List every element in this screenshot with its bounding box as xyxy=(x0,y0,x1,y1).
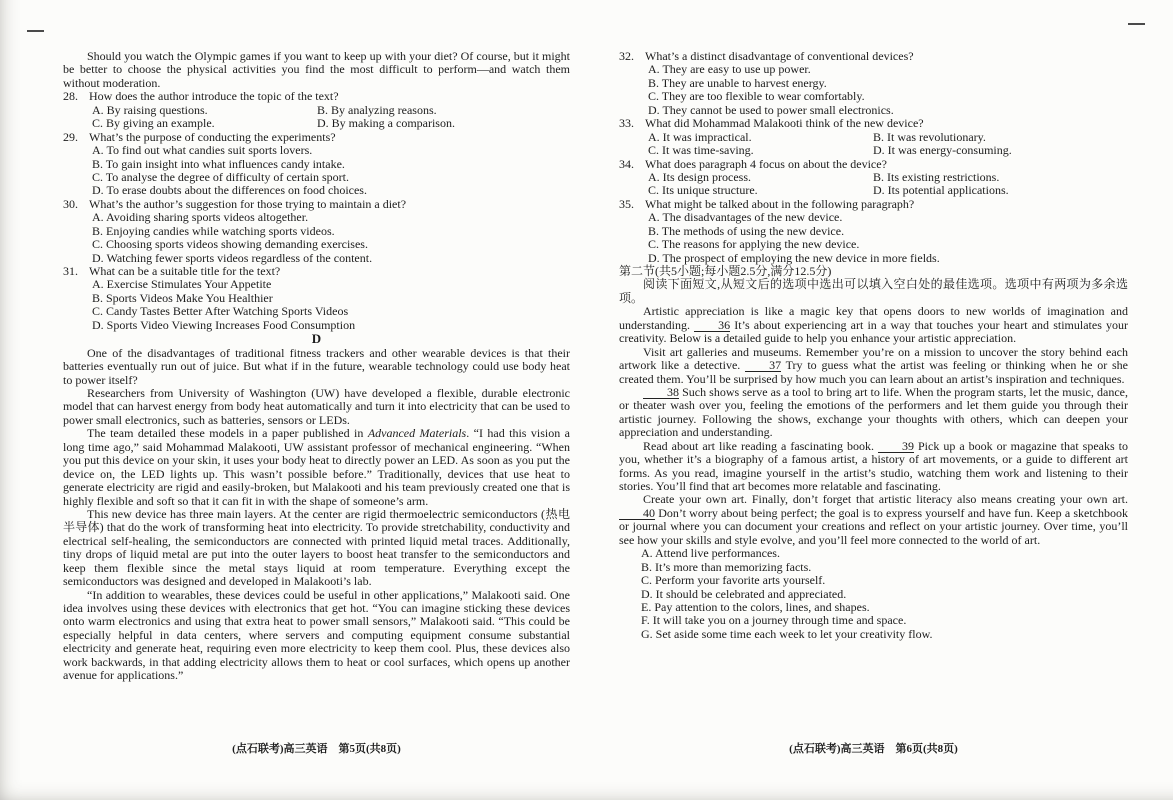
question-32-option-d: D. They cannot be used to power small electronics. xyxy=(648,102,894,117)
question-31-option-c: C. Candy Tastes Better After Watching Sports Videos xyxy=(92,304,349,319)
question-28-stem xyxy=(63,90,570,103)
cloze-paragraph-5: Create your own art. Finally, don’t forget that artistic literacy also means creating your own art. 40 Don’t worry about being perfect; the goal is to express yourself and have fun. Keep a sketchbook or journal where you can document your creations and reflect on your artistic journey. Over time, you’ll see how your skills and style evolve, and you’ll feel more connected to the world of art. xyxy=(619,492,1128,547)
question-28-option-c: C. By giving an example. xyxy=(92,116,215,131)
cloze-choice-d: D. It should be celebrated and appreciated. xyxy=(641,586,847,601)
question-32-number: 32. xyxy=(619,49,634,63)
reading-passage-final-paragraph: Should you watch the Olympic games if you want to keep up with your diet? Of course, but it might be better to choose the physical activities you find the most difficult to perform—and watch them without moderation. xyxy=(63,49,570,90)
question-30-number: 30. xyxy=(63,196,78,211)
question-35-option-c: C. The reasons for applying the new device. xyxy=(648,237,860,252)
question-33-stem xyxy=(619,117,1128,130)
cloze-choice-b: B. It’s more than memorizing facts. xyxy=(641,559,812,574)
question-28-options xyxy=(63,104,570,131)
question-28-option-d: D. By making a comparison. xyxy=(317,116,455,131)
cloze-blank: 39 xyxy=(878,440,914,453)
cloze-paragraph-2: Visit art galleries and museums. Remember you’re on a mission to uncover the story behind each artwork like a detective. 37 Try to guess what the artist was feeling or thinking when he or she created them. You’ll be surprised by how much you can learn about an artist’s inspiration and techniques. xyxy=(619,344,1128,386)
question-34-options xyxy=(619,171,1128,198)
question-29 xyxy=(63,131,570,198)
question-28-text: How does the author introduce the topic of the text? xyxy=(89,89,339,104)
question-31-option-d: D. Sports Video Viewing Increases Food Consumption xyxy=(92,317,356,332)
question-30 xyxy=(63,198,570,265)
crop-mark-top-right-icon xyxy=(1128,23,1145,25)
cloze-choice-c: C. Perform your favorite arts yourself. xyxy=(641,573,826,588)
cloze-paragraph-3: 38 Such shows serve as a tool to bring art to life. When the program starts, let the music, dance, or theater wash over you, feeling the emotions of the performers and let them guide you through their artistic journey. Following the shows, exchange your thoughts with others, which can deepen your appreciation and understanding. xyxy=(619,384,1128,440)
question-34 xyxy=(619,158,1128,198)
question-34-text: What does paragraph 4 focus on about the device? xyxy=(645,156,887,171)
question-29-option-a: A. To find out what candies suit sports lovers. xyxy=(92,143,313,158)
cloze-blank: 37 xyxy=(745,359,781,372)
question-35 xyxy=(619,198,1128,265)
cloze-paragraph-1: Artistic appreciation is like a magic key that opens doors to new worlds of imagination and understanding. 36 It’s about experiencing art in a way that touches your heart and stimulates your creativity. Below is a detailed guide to help you enhance your artistic appreciation. xyxy=(619,304,1128,346)
page-6-column xyxy=(619,50,1128,683)
question-33-text: What did Mohammad Malakooti think of the new device? xyxy=(645,116,924,131)
question-30-stem xyxy=(63,198,570,211)
question-31-option-b: B. Sports Videos Make You Healthier xyxy=(92,290,273,305)
question-34-option-c: C. Its unique structure. xyxy=(648,183,758,198)
question-29-option-b: B. To gain insight into what influences candy intake. xyxy=(92,156,345,171)
question-32 xyxy=(619,50,1128,117)
crop-mark-top-left-icon xyxy=(27,30,44,32)
question-34-option-d: D. Its potential applications. xyxy=(873,183,1009,198)
question-32-option-c: C. They are too flexible to wear comfortably. xyxy=(648,89,865,104)
question-30-text: What’s the author’s suggestion for those trying to maintain a diet? xyxy=(89,196,407,211)
question-34-number: 34. xyxy=(619,156,634,171)
question-31-option-a: A. Exercise Stimulates Your Appetite xyxy=(92,277,272,292)
question-28-number: 28. xyxy=(63,89,78,104)
cloze-paragraph-4: Read about art like reading a fascinating book. 39 Pick up a book or magazine that speaks to you, whether it’s a biography of a famous artist, a history of art movements, or a guide to different art forms. As you read, imagine yourself in the artist’s studio, watching them work and listening to their stories. You’ll find that art becomes more relatable and fascinating. xyxy=(619,438,1128,493)
question-35-number: 35. xyxy=(619,196,634,211)
question-33-option-b: B. It was revolutionary. xyxy=(873,129,986,144)
question-30-option-c: C. Choosing sports videos showing demanding exercises. xyxy=(92,237,368,252)
question-30-option-d: D. Watching fewer sports videos regardless of the content. xyxy=(92,250,373,265)
question-30-option-b: B. Enjoying candies while watching sports videos. xyxy=(92,223,335,238)
question-31-number: 31. xyxy=(63,264,78,278)
question-33-option-d: D. It was energy-consuming. xyxy=(873,143,1012,158)
two-column-layout xyxy=(63,50,1128,683)
cloze-choice-f: F. It will take you on a journey through time and space. xyxy=(641,613,907,628)
passage-d-paragraph-4: This new device has three main layers. At the center are rigid thermoelectric semiconductors (热电半导体) that do the work of transforming heat into electricity. To provide stretchability, conductivity and electrical self-healing, the semiconductors are connected with printed liquid metal traces. Additionally, tiny drops of liquid metal are put into the outer layers to boost heat transfer to the semiconductors and keep them flexible since the metal stays liquid at room temperature. Everything except the semiconductors was designed and developed in Malakooti’s lab. xyxy=(63,506,570,589)
section-2-instructions: 阅读下面短文,从短文后的选项中选出可以填入空白处的最佳选项。选项中有两项为多余选项。 xyxy=(619,277,1128,305)
question-29-option-c: C. To analyse the degree of difficulty of certain sport. xyxy=(92,169,349,184)
cloze-choice-a: A. Attend live performances. xyxy=(641,546,780,561)
question-33-number: 33. xyxy=(619,116,634,131)
question-35-text: What might be talked about in the following paragraph? xyxy=(645,196,915,211)
passage-d-paragraph-2: Researchers from University of Washington (UW) have developed a flexible, durable electronic model that can harvest energy from body heat automatically and turn it into electricity that can be used to power small electronics, such as batteries, sensors or LEDs. xyxy=(63,386,570,427)
page-5-column xyxy=(63,50,570,683)
question-30-option-a: A. Avoiding sharing sports videos altogether. xyxy=(92,210,309,225)
passage-d-paragraph-1: One of the disadvantages of traditional fitness trackers and other wearable devices is that their batteries eventually run out of juice. But what if in the future, wearable technology could use body heat to power itself? xyxy=(63,345,570,387)
cloze-blank: 36 xyxy=(694,319,730,332)
cloze-choice-e: E. Pay attention to the colors, lines, and shapes. xyxy=(641,599,870,614)
question-28 xyxy=(63,90,570,130)
question-31-text: What can be a suitable title for the text? xyxy=(89,264,281,278)
question-31-stem xyxy=(63,265,570,278)
section-2-title: 第二节(共5小题;每小题2.5分,满分12.5分) xyxy=(619,264,832,278)
question-28-option-a: A. By raising questions. xyxy=(92,102,208,117)
question-34-option-b: B. Its existing restrictions. xyxy=(873,169,1000,184)
question-32-stem xyxy=(619,50,1128,63)
passage-d-paragraph-3: The team detailed these models in a paper published in Advanced Materials. “I had this vision a long time ago,” said Mohammad Malakooti, UW assistant professor of mechanical engineering. “When you put this device on your skin, it uses your body heat to directly power an LED. As soon as you put the device on, the LED lights up. This wasn’t possible before.” Traditionally, devices that use heat to generate electricity are rigid and easily-broken, but Malakooti and his team previously created one that is highly flexible and soft so that it can fit in with the shape of someone’s arm. xyxy=(63,426,570,508)
question-35-option-d: D. The prospect of employing the new device in more fields. xyxy=(648,250,940,265)
question-28-option-b: B. By analyzing reasons. xyxy=(317,102,437,117)
passage-d-heading: D xyxy=(311,331,322,347)
question-34-option-a: A. Its design process. xyxy=(648,169,751,184)
page-6-footer: (点石联考)高三英语 第6页(共8页) xyxy=(789,743,958,755)
question-29-option-d: D. To erase doubts about the differences on food choices. xyxy=(92,183,367,198)
question-32-text: What’s a distinct disadvantage of conventional devices? xyxy=(645,49,914,63)
question-29-number: 29. xyxy=(63,129,78,144)
question-32-option-b: B. They are unable to harvest energy. xyxy=(648,75,827,90)
question-33 xyxy=(619,117,1128,157)
question-35-option-b: B. The methods of using the new device. xyxy=(648,223,845,238)
passage-d-paragraph-5: “In addition to wearables, these devices could be useful in other applications,” Malakooti said. One idea involves using these devices with electronics that get hot. “You can imagine sticking these devices onto warm electronics and using that extra heat to power small sensors,” Malakooti said. “This could be especially helpful in data centers, where servers and computing equipment consume substantial electricity and generate heat, requiring even more electricity to keep them cool. Plus, these devices also work backwards, in that adding electricity allows them to heat or cool surfaces, which opens up another avenue for applications.” xyxy=(63,587,570,683)
question-33-option-a: A. It was impractical. xyxy=(648,129,752,144)
question-31 xyxy=(63,265,570,332)
question-33-option-c: C. It was time-saving. xyxy=(648,143,754,158)
page-5-footer: (点石联考)高三英语 第5页(共8页) xyxy=(232,743,401,755)
cloze-blank: 38 xyxy=(643,386,679,399)
question-32-option-a: A. They are easy to use up power. xyxy=(648,62,811,77)
cloze-blank: 40 xyxy=(619,507,655,520)
question-34-stem xyxy=(619,158,1128,171)
cloze-choice-g: G. Set aside some time each week to let your creativity flow. xyxy=(641,626,933,641)
question-35-stem xyxy=(619,198,1128,211)
question-33-options xyxy=(619,131,1128,158)
question-29-stem xyxy=(63,131,570,144)
question-35-option-a: A. The disadvantages of the new device. xyxy=(648,210,843,225)
question-29-text: What’s the purpose of conducting the experiments? xyxy=(89,129,336,144)
